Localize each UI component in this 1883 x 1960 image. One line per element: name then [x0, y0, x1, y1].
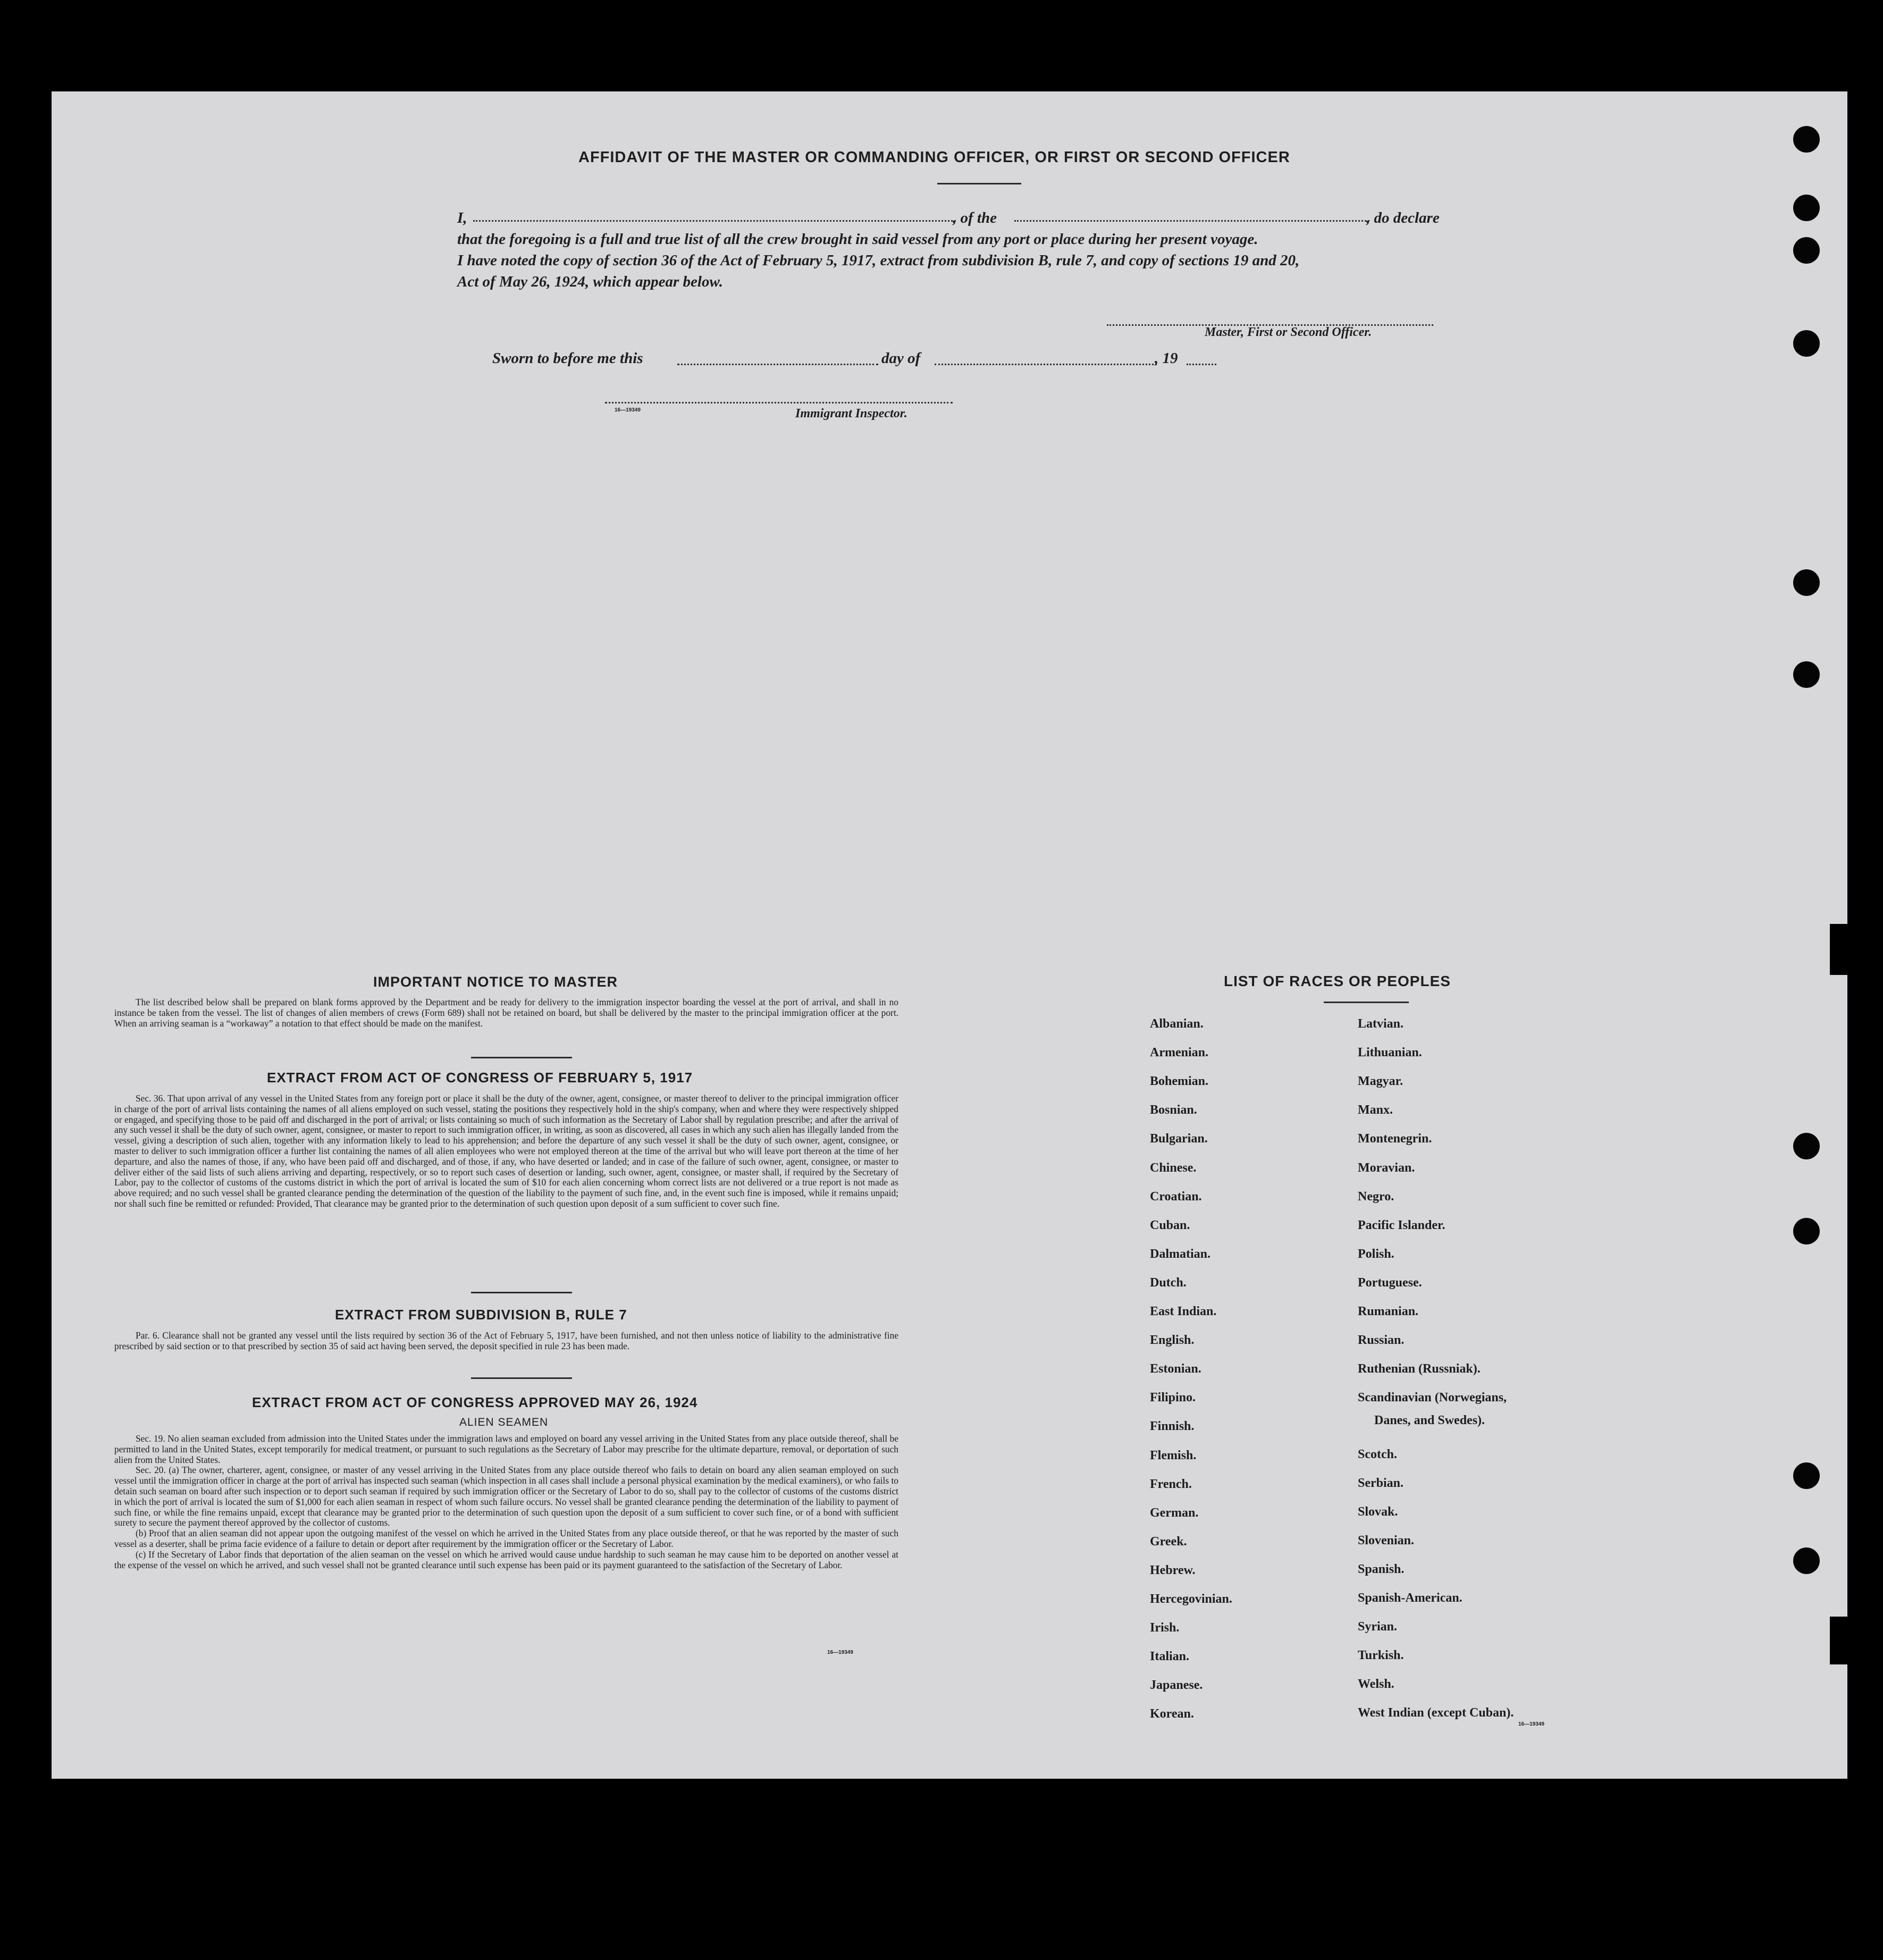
race-item: Manx.: [1358, 1103, 1393, 1117]
race-item: Bohemian.: [1150, 1074, 1209, 1089]
race-item: Negro.: [1358, 1189, 1394, 1204]
inspector-signature-blank: [605, 402, 953, 403]
affidavit-line2: that the foregoing is a full and true list of all the crew brought in said vessel from any port or place during her present voyage.: [457, 231, 1258, 248]
extract3-paragraph-3: (b) Proof that an alien seaman did not appear upon the outgoing manifest of the vessel on which he arrived in the United States from any place outside thereof, or that he was reported by the master of such vessel as a deserter, shall be prima facie evidence of a failure to detain or deport after requirement by the immigration officer or the Secretary of Labor.: [114, 1528, 898, 1549]
sworn-month-blank: [935, 364, 1157, 365]
race-item: Chinese.: [1150, 1160, 1197, 1175]
races-title: LIST OF RACES OR PEOPLES: [1224, 973, 1451, 989]
extract2-title: EXTRACT FROM SUBDIVISION B, RULE 7: [335, 1307, 627, 1323]
extract1-paragraph: Sec. 36. That upon arrival of any vessel in the United States from any foreign port or place it shall be the duty of the owner, agent, consignee, or master thereof to deliver to the principal immigration officer in charge of the port of arrival lists containing the names of all aliens employed on such vessel, stating the positions they respectively hold in the ship's company, when and where they were respectively shipped or engaged, and specifying those to be paid off and discharged in the port of arrival; or lists containing so much of such information as the Secretary of Labor shall by regulation prescribe; and after the arrival of any such vessel it shall be the duty of such owner, agent, consignee, or master to report to such immigration officer, in writing, as soon as discovered, all cases in which any such alien has illegally landed from the vessel, giving a description of such alien, together with any information likely to lead to his apprehension; and before the departure of any such vessel it shall be the duty of such owner, agent, consignee, or master to deliver to such immigration officer a further list containing the names of all alien employees who were not employed thereon at the time of the arrival but who will leave port thereon at the time of her departure, and also the names of those, if any, who have been paid off and discharged, and of those, if any, who have deserted or landed; and in case of the failure of such owner, agent, consignee, or master to deliver either of the said lists of such aliens arriving and departing, respectively, or so to report such cases of desertion or landing, such owner, agent, consignee, or master shall, if required by the Secretary of Labor, pay to the collector of customs of the customs district in which the port of arrival is located the sum of $10 for each alien concerning whom correct lists are not delivered or a true report is not made as above required; and no such vessel shall be granted clearance pending the determination of the question of the liability to the payment of such fine, and, in the event such fine is imposed, while it remains unpaid; nor shall such fine be remitted or refunded: Provided, That clearance may be granted prior to the determination of such question upon deposit of a sum sufficient to cover such fine.: [114, 1093, 898, 1209]
race-item: English.: [1150, 1333, 1195, 1348]
inspector-label: Immigrant Inspector.: [795, 407, 907, 420]
affidavit-form-number: 16—19349: [615, 407, 641, 413]
race-item: Dalmatian.: [1150, 1247, 1210, 1261]
master-name-blank: [473, 220, 956, 222]
race-item: Moravian.: [1358, 1160, 1415, 1175]
punch-hole: [1793, 195, 1820, 221]
race-item: Hercegovinian.: [1150, 1592, 1232, 1606]
notice-paragraph: The list described below shall be prepared on blank forms approved by the Department and be ready for delivery to the immigration inspector boarding the vessel at the port of arrival, and shall in no instance be taken from the vessel. The list of changes of alien members of crews (Form 689) shall not be retained on board, but shall be delivered by the master to the principal immigration officer at the port. When an arriving seaman is a “workaway” a notation to that effect should be made on the manifest.: [114, 997, 898, 1029]
extract2-body: [114, 1331, 898, 1352]
race-item: Turkish.: [1358, 1648, 1404, 1663]
race-item: Flemish.: [1150, 1448, 1197, 1462]
extract2-rule: [471, 1377, 572, 1379]
race-item: Montenegrin.: [1358, 1132, 1432, 1146]
race-item: Slovenian.: [1358, 1533, 1415, 1547]
edge-notch: [1830, 1617, 1851, 1664]
race-item: Scotch.: [1358, 1447, 1397, 1461]
race-item: French.: [1150, 1477, 1192, 1491]
race-item: Serbian.: [1358, 1476, 1404, 1490]
race-item: Estonian.: [1150, 1362, 1201, 1376]
race-item: East Indian.: [1150, 1305, 1217, 1318]
extract3-paragraph-1: Sec. 19. No alien seaman excluded from admission into the United States under the immigration laws and employed on board any vessel arriving in the United States from any place outside thereof, shall be permitted to land in the United States, except temporarily for medical treatment, or pursuant to such regulations as the Secretary of Labor may prescribe for the ultimate departure, removal, or deportation of such alien from the United States.: [114, 1433, 898, 1465]
affidavit-i: I,: [457, 209, 467, 226]
race-item: Slovak.: [1358, 1504, 1398, 1519]
race-item: Irish.: [1150, 1621, 1180, 1635]
punch-hole: [1793, 569, 1820, 596]
sworn-day-blank: [677, 364, 878, 365]
race-item: Finnish.: [1150, 1419, 1195, 1434]
notice-title: IMPORTANT NOTICE TO MASTER: [373, 974, 618, 990]
extract2-paragraph: Par. 6. Clearance shall not be granted any vessel until the lists required by section 36 of the Act of February 5, 1917, have been furnished, and not then unless notice of liability to the administrative fine prescribed by said section or to that prescribed by section 35 of said act having been served, the deposit specified in rule 23 has been made.: [114, 1330, 898, 1351]
extract3-title: EXTRACT FROM ACT OF CONGRESS APPROVED MAY 26, 1924: [252, 1394, 698, 1410]
race-item: Portuguese.: [1358, 1275, 1422, 1290]
punch-hole: [1793, 1462, 1820, 1489]
sworn-year-blank: [1187, 364, 1216, 365]
race-item: Bulgarian.: [1150, 1132, 1208, 1146]
race-item: Albanian.: [1150, 1017, 1204, 1031]
race-item: Croatian.: [1150, 1189, 1202, 1204]
race-item: Korean.: [1150, 1707, 1194, 1721]
notice-rule: [471, 1057, 572, 1058]
races-form-number: 16—19349: [1518, 1721, 1544, 1727]
affidavit-line4: Act of May 26, 1924, which appear below.: [457, 273, 723, 290]
punch-hole: [1793, 330, 1820, 357]
race-item: West Indian (except Cuban).: [1358, 1706, 1514, 1720]
affidavit-of-the: , of the: [953, 209, 997, 226]
punch-hole: [1793, 1218, 1820, 1244]
race-item: Armenian.: [1150, 1046, 1208, 1060]
race-item: Welsh.: [1358, 1677, 1394, 1692]
punch-hole: [1793, 1133, 1820, 1159]
race-item: Spanish-American.: [1358, 1591, 1462, 1605]
race-item: Dutch.: [1150, 1275, 1187, 1290]
master-signature-label: Master, First or Second Officer.: [1205, 325, 1372, 339]
extract1-body: [114, 1093, 898, 1209]
punch-hole: [1793, 1547, 1820, 1574]
race-item: Latvian.: [1358, 1017, 1404, 1031]
notice-form-number: 16—19349: [827, 1650, 853, 1655]
punch-hole: [1793, 661, 1820, 688]
race-item: Bosnian.: [1150, 1103, 1197, 1117]
extract3-subtitle: ALIEN SEAMEN: [459, 1416, 549, 1428]
race-item: Rumanian.: [1358, 1305, 1419, 1318]
extract3-paragraph-2: Sec. 20. (a) The owner, charterer, agent, consignee, or master of any vessel arriving in the United States from any place outside thereof who fails to detain on board any alien seaman employed on such vessel until the immigration officer in charge at the port of arrival has inspected such seaman (which inspection in all cases shall include a personal physical examination by the medical examiners), or who fails to detain such seaman on board after such inspection or to deport such seaman if required by such immigration officer or the Secretary of Labor to do so, shall pay to the collector of customs of the customs district in which the port of arrival is located the sum of $1,000 for each alien seaman in respect of whom such failure occurs. No vessel shall be granted clearance pending the determination of the liability to payment of such fine, or while the fine remains unpaid, except that clearance may be granted prior to the determination of such question upon the deposit of a sum sufficient to cover such fine, or of a bond with sufficient surety to secure the payment thereof approved by the collector of customs.: [114, 1465, 898, 1528]
sworn-day-of: day of: [881, 350, 921, 367]
race-item: Hebrew.: [1150, 1563, 1196, 1577]
race-item: Spanish.: [1358, 1562, 1405, 1576]
race-item: Greek.: [1150, 1534, 1187, 1549]
race-item: Syrian.: [1358, 1620, 1398, 1634]
sworn-year: , 19: [1155, 350, 1178, 367]
edge-notch: [1830, 924, 1851, 975]
extract3-paragraph-4: (c) If the Secretary of Labor finds that deportation of the alien seaman on the vessel on which he arrived would cause undue hardship to such seaman he may cause him to be deported on another vessel at the expense of the vessel on which he arrived, and such vessel shall not be granted clearance until such expense has been paid or its payment guaranteed to the satisfaction of the Secretary of Labor.: [114, 1549, 898, 1570]
extract1-rule: [471, 1292, 572, 1293]
race-item: Scandinavian (Norwegians,: [1358, 1391, 1507, 1405]
race-item: Polish.: [1358, 1247, 1394, 1261]
race-item: Ruthenian (Russniak).: [1358, 1362, 1481, 1376]
affidavit-line3: I have noted the copy of section 36 of the Act of February 5, 1917, extract from subdivision B, rule 7, and copy of sections 19 and 20,: [457, 252, 1300, 269]
punch-hole: [1793, 237, 1820, 264]
races-title-rule: [1324, 1002, 1409, 1003]
vessel-name-blank: [1014, 220, 1369, 222]
race-item: Russian.: [1358, 1333, 1405, 1348]
punch-hole: [1793, 126, 1820, 153]
extract3-body: [114, 1434, 898, 1570]
extract1-title: EXTRACT FROM ACT OF CONGRESS OF FEBRUARY 5, 1917: [267, 1070, 693, 1086]
sworn-prefix: Sworn to before me this: [492, 350, 643, 367]
race-item-continuation: Danes, and Swedes).: [1374, 1414, 1485, 1427]
affidavit-title: AFFIDAVIT OF THE MASTER OR COMMANDING OFFICER, OR FIRST OR SECOND OFFICER: [578, 149, 1290, 166]
race-item: Filipino.: [1150, 1391, 1196, 1405]
race-item: Italian.: [1150, 1650, 1190, 1664]
race-item: Magyar.: [1358, 1074, 1403, 1089]
race-item: German.: [1150, 1505, 1199, 1520]
race-item: Lithuanian.: [1358, 1046, 1422, 1060]
notice-body: [114, 997, 898, 1029]
race-item: Japanese.: [1150, 1678, 1203, 1693]
race-item: Cuban.: [1150, 1218, 1190, 1232]
affidavit-do-declare: , do declare: [1366, 209, 1440, 226]
race-item: Pacific Islander.: [1358, 1218, 1445, 1232]
affidavit-title-rule: [937, 183, 1021, 184]
